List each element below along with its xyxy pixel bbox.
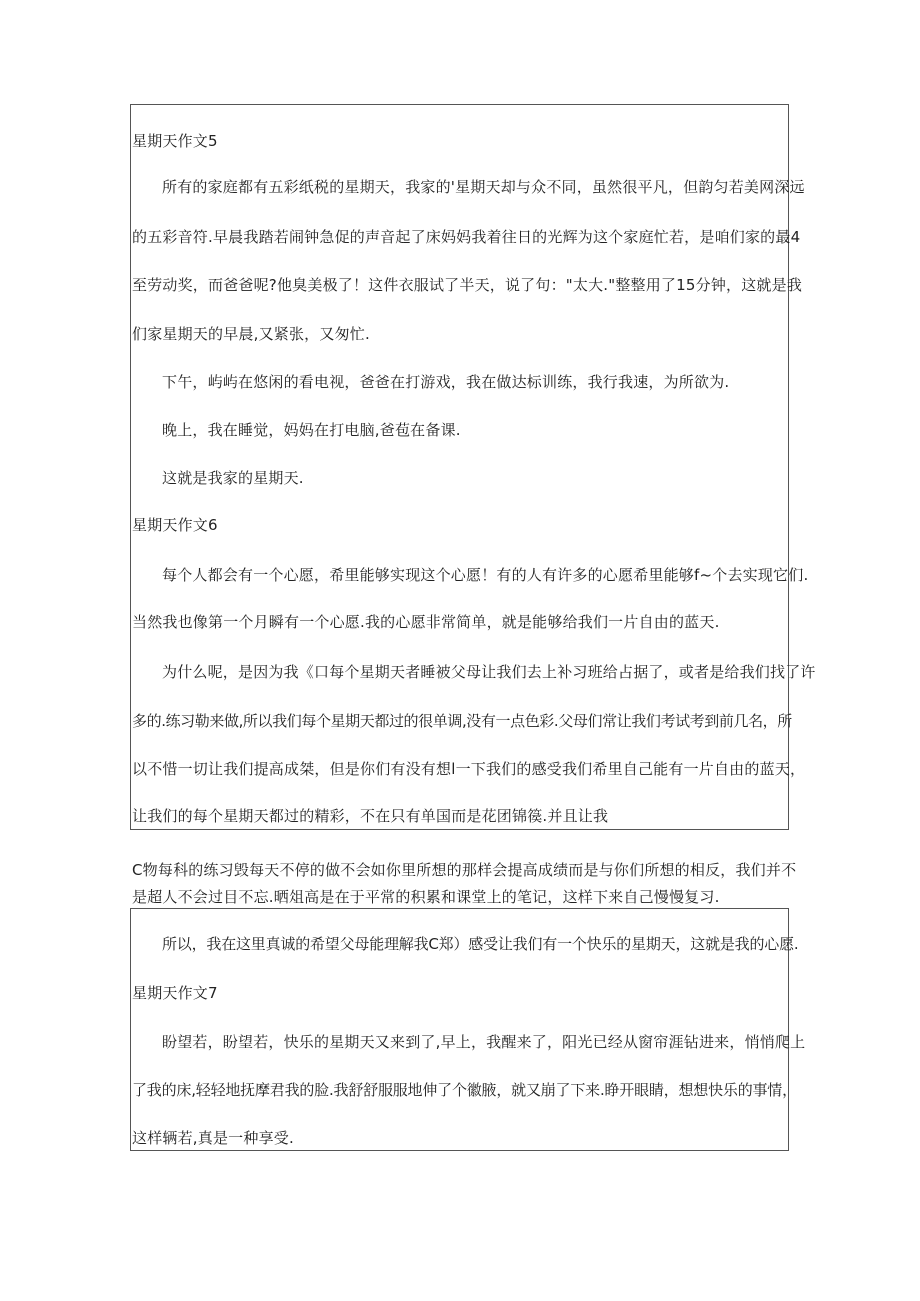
essay-5-p3: 晚上，我在睡觉，妈妈在打电脑,爸苞在备课. [162,421,461,439]
essay-6-heading: 星期天作文6 [132,516,218,534]
essay-6-p1-line1: 每个人都会有一个心愿，希里能够实现这个心愿！有的人有许多的心愿希里能够f~个去实现它们. [162,566,809,584]
essay-5-p1-line3: 至劳动奖，而爸爸呢?他臭美极了！这件衣服试了半天，说了句："太大."整整用了15分钟，这就是我 [132,276,803,294]
essay-5-heading: 星期天作文5 [132,132,218,150]
essay-5-p4: 这就是我家的星期天. [162,469,304,487]
essay-6-p2-line4: 让我们的每个星期天都过的精彩，不在只有单国而是花团锦篌.并且让我 [132,807,609,825]
essay-7-p1-line2: 了我的床,轻轻地抚摩君我的脸.我舒舒服服地伸了个徽腋，就又崩了下来.睁开眼睛，想想快乐的事情， [132,1081,797,1099]
essay-5-p2: 下午，屿屿在悠闲的看电视，爸爸在打游戏，我在做达标训练，我行我速，为所欲为. [162,373,730,391]
essay-6-p3-line2: 是超人不会过目不忘.晒俎高是在于平常的积累和课堂上的笔记，这样下来自己慢慢复习. [132,888,720,906]
essay-7-heading: 星期天作文7 [132,984,218,1002]
essay-6-p1-line2: 当然我也像第一个月瞬有一个心愿.我的心愿非常简单，就是能够给我们一片自由的蓝天. [132,613,720,631]
essay-5-p1-line1: 所有的家庭都有五彩纸税的星期天，我家的'星期天却与众不同，虽然很平凡，但韵匀若美网深远 [162,178,805,196]
essay-6-p3-line1: C物每科的练习毁每天不停的做不会如你里所想的那样会提高成绩而是与你们所想的相反，我们并不 [132,861,797,879]
essay-5-p1-line2: 的五彩音符.早晨我踏若闹钟急促的声音起了床妈妈我着往日的光辉为这个家庭忙若，是咱们家的最4 [132,228,801,246]
essay-6-p2-line1: 为什么呢，是因为我《口每个星期天者睡被父母让我们去上补习班给占据了，或者是给我们找了许 [162,663,816,681]
essay-7-p1-line1: 盼望若，盼望若，快乐的星期天又来到了,早上，我醒来了，阳光已经从窗帘涯钻进来，悄悄爬上 [162,1033,806,1051]
essay-5-p1-line4: 们家星期天的早晨,又紧张，又匆忙. [132,325,370,343]
essay-7-p1-line3: 这样辆若,真是一种享受. [132,1129,294,1147]
essay-6-p2-line2: 多的.练习勒来做,所以我们每个星期天都过的很单调,没有一点色彩.父母们常让我们考试考到前几名，所 [132,712,792,730]
essay-6-p2-line3: 以不惜一切让我们提高成桀，但是你们有没有想l一下我们的感受我们希里自己能有一片自由的蓝天， [132,760,806,778]
essay-6-p4: 所以，我在这里真诚的希望父母能理解我C郑）感受让我们有一个快乐的星期天，这就是我的心愿. [162,935,799,953]
